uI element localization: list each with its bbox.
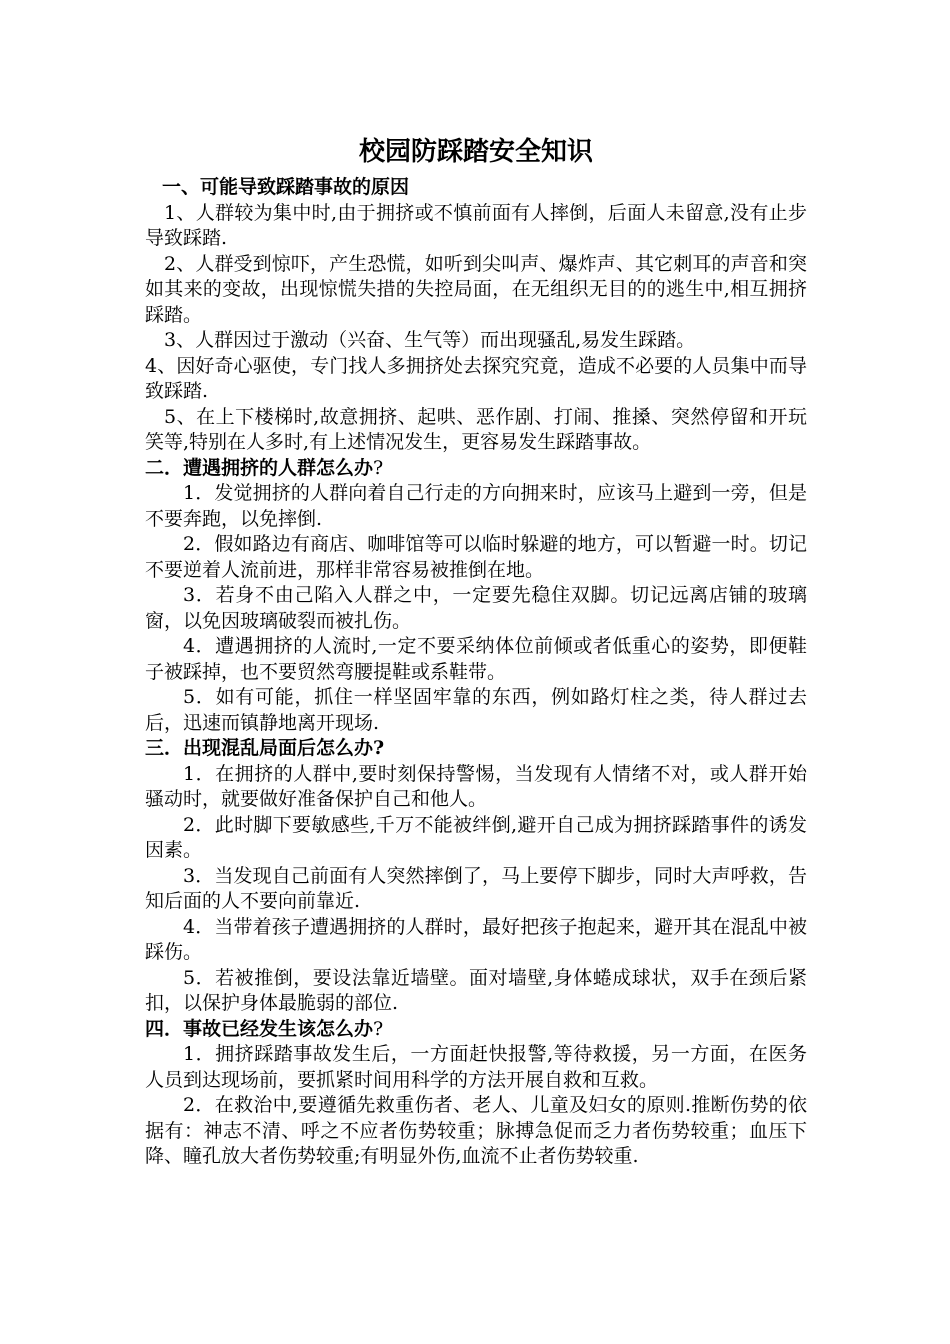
section-heading-question-mark: ? [373, 1017, 384, 1040]
paragraph: 1、人群较为集中时,由于拥挤或不慎前面有人摔倒，后面人未留意,没有止步导致踩踏. [145, 201, 807, 249]
section-heading [145, 1017, 807, 1043]
section-chaos [145, 736, 807, 1017]
paragraph: 2．假如路边有商店、咖啡馆等可以临时躲避的地方，可以暂避一时。切记不要逆着人流前进，那样非常容易被推倒在地。 [145, 533, 807, 581]
paragraph: 4．当带着孩子遭遇拥挤的人群时，最好把孩子抱起来，避开其在混乱中被踩伤。 [145, 915, 807, 963]
section-heading [145, 736, 807, 762]
paragraph: 2．在救治中,要遵循先救重伤者、老人、儿童及妇女的原则.推断伤势的依据有：神志不清、呼之不应者伤势较重；脉搏急促而乏力者伤势较重；血压下降、瞳孔放大者伤势较重;有明显外伤,血流不止者伤势较重. [145, 1094, 807, 1167]
document-title: 校园防踩踏安全知识 [358, 137, 593, 167]
section-heading-text: 一、可能导致踩踏事故的原因 [162, 176, 410, 198]
section-heading-question-mark: ? [373, 456, 384, 479]
paragraph: 5．如有可能，抓住一样坚固牢靠的东西，例如路灯柱之类，待人群过去后，迅速而镇静地离开现场. [145, 686, 807, 734]
paragraph: 2、人群受到惊吓，产生恐慌，如听到尖叫声、爆炸声、其它刺耳的声音和突如其来的变故，出现惊慌失措的失控局面，在无组织无目的的逃生中,相互拥挤踩踏。 [145, 252, 807, 326]
section-causes [145, 175, 807, 456]
paragraph: 5．若被推倒，要设法靠近墙壁。面对墙壁,身体蜷成球状，双手在颈后紧扣，以保护身体最脆弱的部位. [145, 966, 807, 1014]
section-heading [145, 175, 807, 201]
paragraph: 1．拥挤踩踏事故发生后，一方面赶快报警,等待救援，另一方面，在医务人员到达现场前，要抓紧时间用科学的方法开展自救和互救。 [145, 1043, 807, 1091]
document-body [145, 133, 807, 1170]
paragraph: 2．此时脚下要敏感些,千万不能被绊倒,避开自己成为拥挤踩踏事件的诱发因素。 [145, 813, 807, 861]
paragraph: 1．发觉拥挤的人群向着自己行走的方向拥来时，应该马上避到一旁，但是不要奔跑，以免摔倒. [145, 482, 807, 530]
section-heading [145, 456, 807, 482]
paragraph: 4．遭遇拥挤的人流时,一定不要采纳体位前倾或者低重心的姿势，即便鞋子被踩掉，也不要贸然弯腰提鞋或系鞋带。 [145, 635, 807, 683]
paragraph: 3．若身不由己陷入人群之中，一定要先稳住双脚。切记远离店铺的玻璃窗，以免因玻璃破裂而被扎伤。 [145, 584, 807, 632]
paragraph: 3．当发现自己前面有人突然摔倒了，马上要停下脚步，同时大声呼救，告知后面的人不要向前靠近. [145, 864, 807, 912]
section-heading-text: 三．出现混乱局面后怎么办? [145, 737, 385, 759]
section-heading-text: 二．遭遇拥挤的人群怎么办 [145, 456, 374, 479]
paragraph: 4、因好奇心驱使，专门找人多拥挤处去探究究竟，造成不必要的人员集中而导致踩踏. [145, 354, 807, 402]
section-heading-text: 四．事故已经发生该怎么办 [145, 1017, 374, 1040]
section-crowd [145, 456, 807, 737]
paragraph: 1．在拥挤的人群中,要时刻保持警惕，当发现有人情绪不对，或人群开始骚动时，就要做好准备保护自己和他人。 [145, 762, 807, 810]
section-accident [145, 1017, 807, 1170]
paragraph: 5、在上下楼梯时,故意拥挤、起哄、恶作剧、打闹、推搡、突然停留和开玩笑等,特别在人多时,有上述情况发生，更容易发生踩踏事故。 [145, 405, 807, 453]
paragraph: 3、人群因过于激动（兴奋、生气等）而出现骚乱,易发生踩踏。 [164, 329, 696, 351]
